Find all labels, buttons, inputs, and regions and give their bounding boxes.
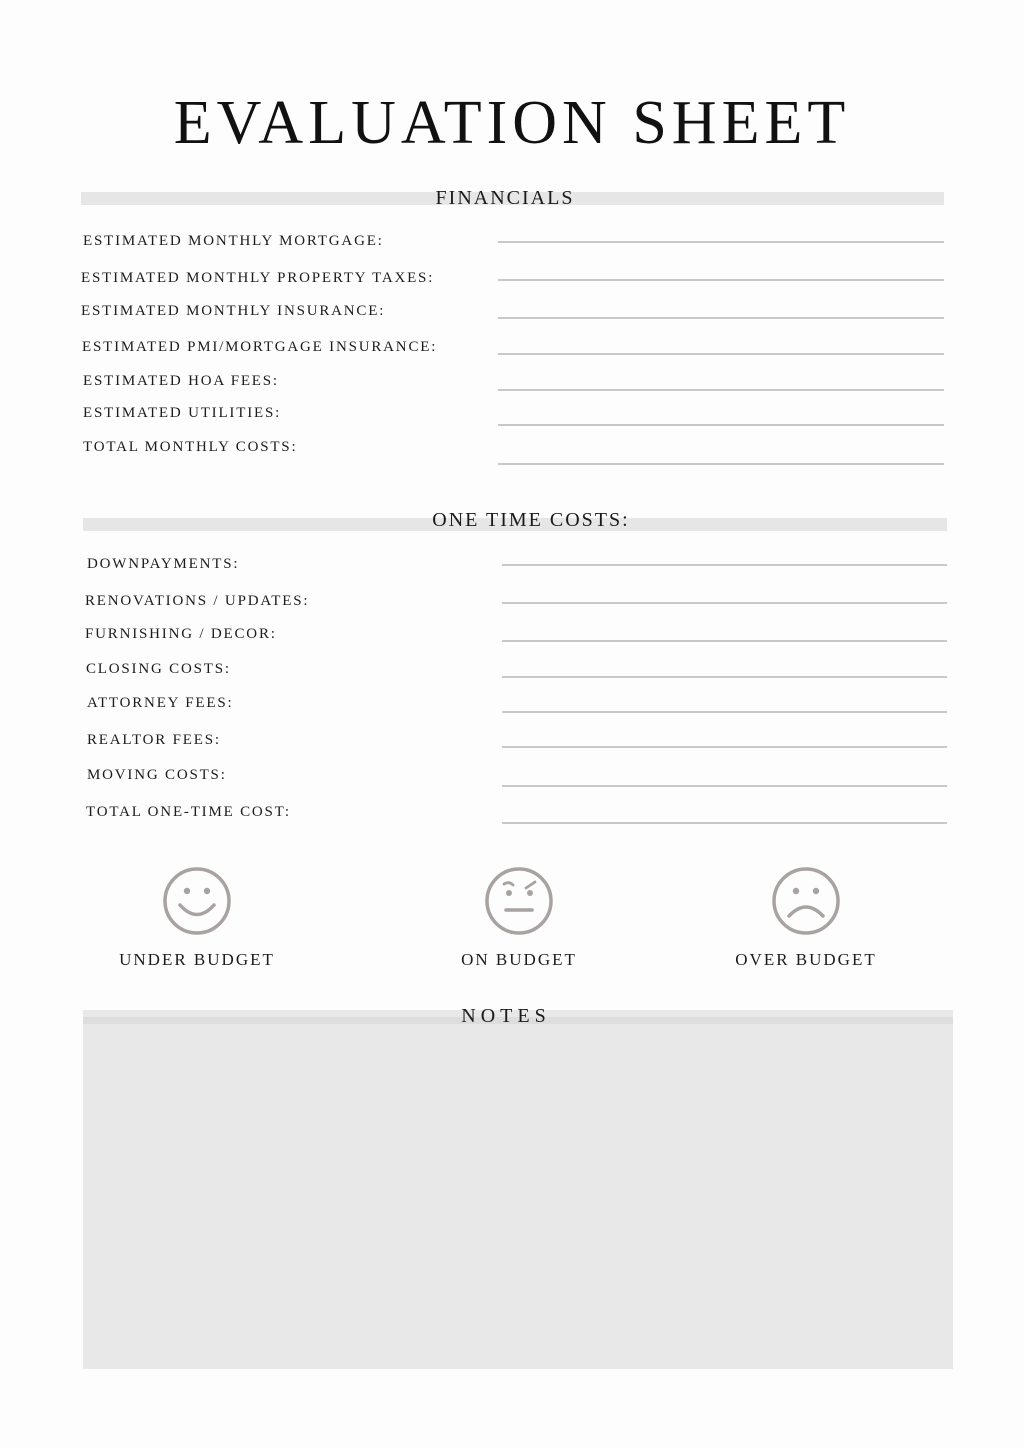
input-line-utilities[interactable]: [498, 424, 944, 426]
smile-face-icon: [162, 866, 232, 936]
input-line-hoa-fees[interactable]: [498, 389, 944, 391]
notes-area[interactable]: [83, 1010, 953, 1369]
financials-heading: FINANCIALS: [435, 187, 575, 209]
input-line-renovations[interactable]: [502, 602, 947, 604]
field-label-hoa-fees: ESTIMATED HOA FEES:: [83, 373, 279, 389]
field-label-attorney-fees: ATTORNEY FEES:: [87, 695, 234, 711]
input-line-monthly-insurance[interactable]: [498, 317, 944, 319]
field-label-monthly-mortgage: ESTIMATED MONTHLY MORTGAGE:: [83, 233, 384, 249]
over-budget-label: OVER BUDGET: [735, 950, 877, 969]
input-line-realtor-fees[interactable]: [502, 746, 947, 748]
field-label-property-taxes: ESTIMATED MONTHLY PROPERTY TAXES:: [81, 270, 435, 286]
under-budget-label: UNDER BUDGET: [119, 950, 275, 969]
field-label-moving-costs: MOVING COSTS:: [87, 767, 227, 783]
input-line-closing-costs[interactable]: [502, 676, 947, 678]
budget-option-over[interactable]: [696, 866, 916, 970]
on-budget-label: ON BUDGET: [461, 950, 577, 969]
input-line-furnishing[interactable]: [502, 640, 947, 642]
input-line-moving-costs[interactable]: [502, 785, 947, 787]
input-line-attorney-fees[interactable]: [502, 711, 947, 713]
one-time-heading: ONE TIME COSTS:: [432, 509, 630, 531]
field-label-pmi: ESTIMATED PMI/MORTGAGE INSURANCE:: [82, 339, 438, 355]
input-line-pmi[interactable]: [498, 353, 944, 355]
field-label-downpayments: DOWNPAYMENTS:: [87, 556, 240, 572]
input-line-total-one-time[interactable]: [502, 822, 947, 824]
field-label-realtor-fees: REALTOR FEES:: [87, 732, 221, 748]
field-label-closing-costs: CLOSING COSTS:: [86, 661, 231, 677]
input-line-downpayments[interactable]: [502, 564, 947, 566]
field-label-total-monthly: TOTAL MONTHLY COSTS:: [83, 439, 298, 455]
budget-option-on[interactable]: [409, 866, 629, 970]
field-label-furnishing: FURNISHING / DECOR:: [85, 626, 277, 642]
notes-heading: NOTES: [461, 1005, 551, 1027]
page-title: EVALUATION SHEET: [173, 89, 851, 157]
neutral-face-icon: [484, 866, 554, 936]
field-label-total-one-time: TOTAL ONE-TIME COST:: [86, 804, 291, 820]
field-label-renovations: RENOVATIONS / UPDATES:: [85, 593, 310, 609]
frown-face-icon: [771, 866, 841, 936]
input-line-monthly-mortgage[interactable]: [498, 241, 944, 243]
field-label-monthly-insurance: ESTIMATED MONTHLY INSURANCE:: [81, 303, 386, 319]
input-line-total-monthly[interactable]: [498, 463, 944, 465]
input-line-property-taxes[interactable]: [498, 279, 944, 281]
field-label-utilities: ESTIMATED UTILITIES:: [83, 405, 282, 421]
budget-option-under[interactable]: [87, 866, 307, 970]
